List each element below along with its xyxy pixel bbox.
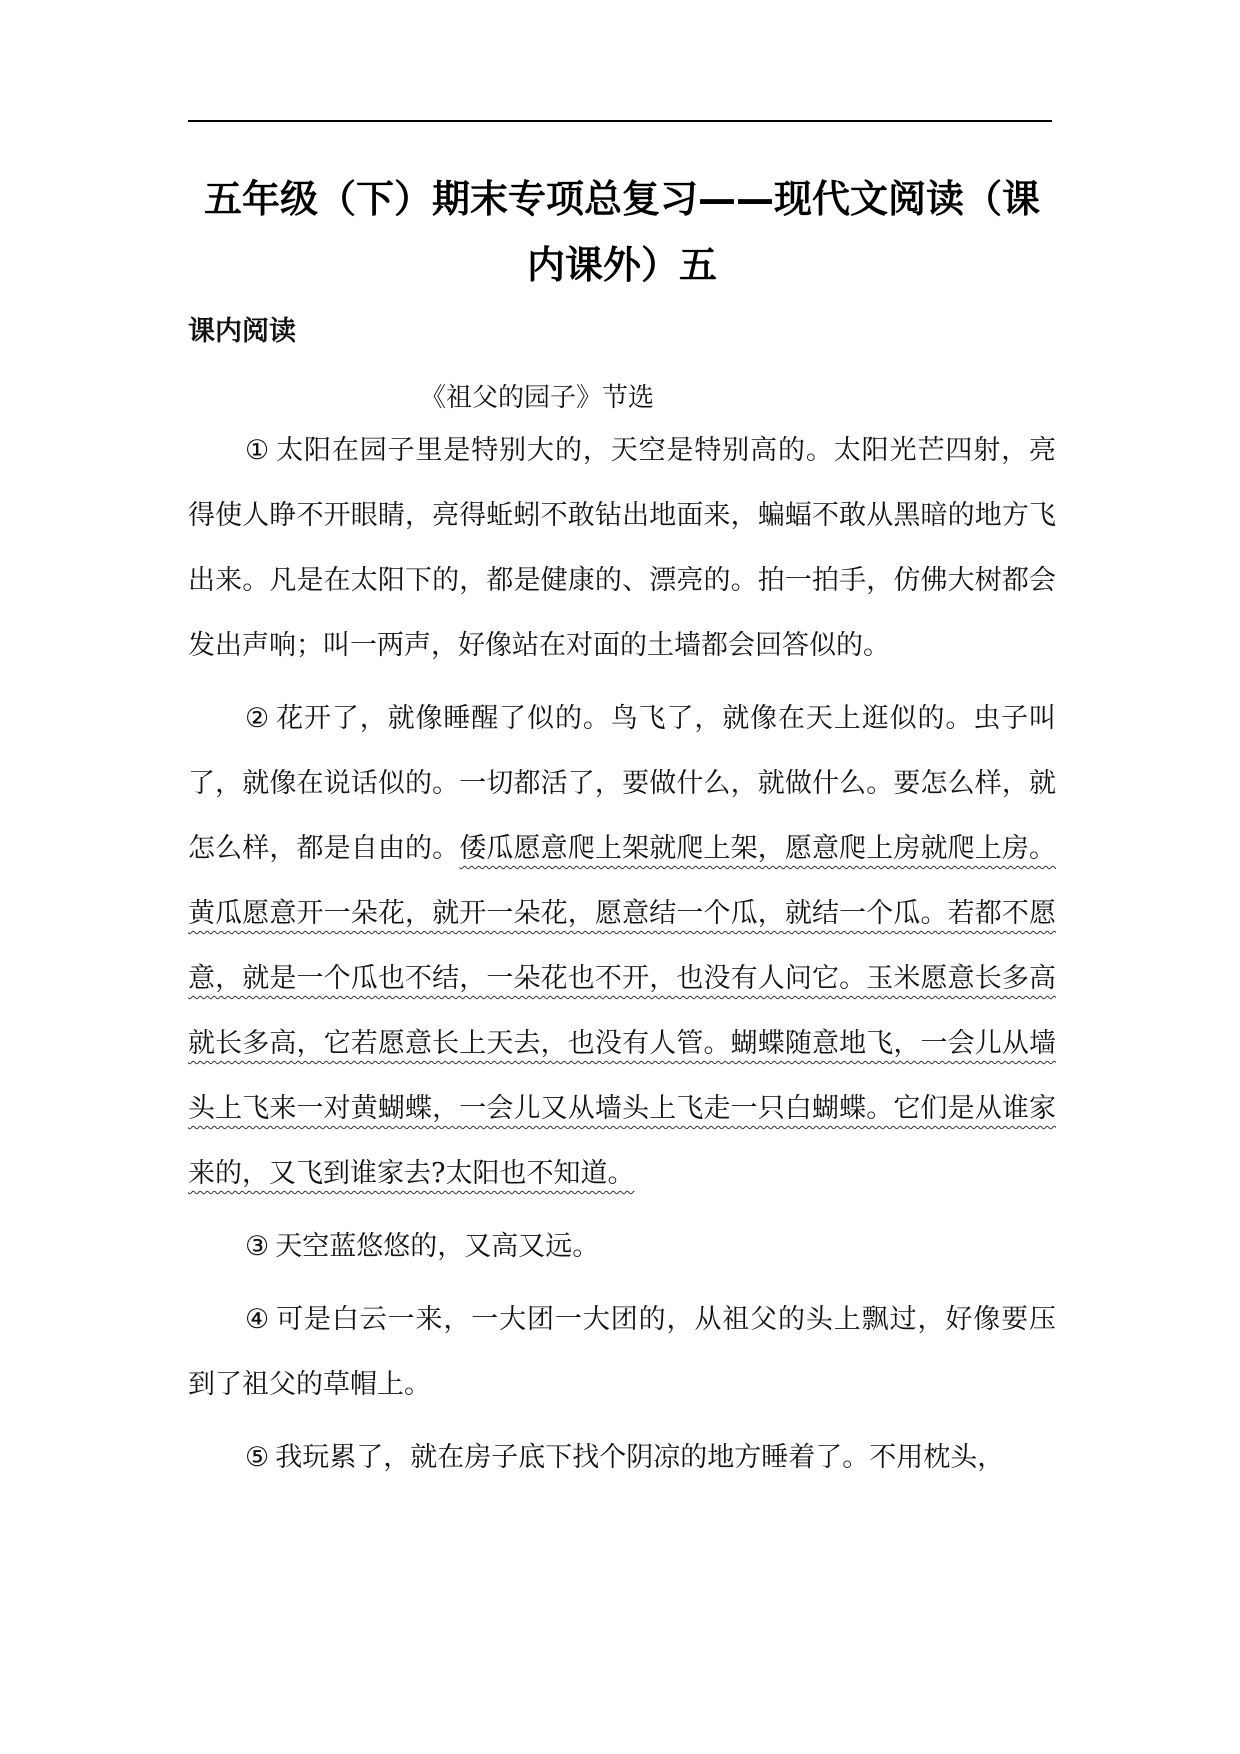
paragraph-1 [188,418,1056,678]
paragraph-marker: ① [245,435,271,466]
top-divider [188,120,1052,122]
paragraph-marker: ③ [245,1231,270,1262]
document-title: 五年级（下）期末专项总复习——现代文阅读（课内课外）五 [203,177,1040,287]
passage [188,418,1056,1490]
paragraph-3 [188,1214,1056,1279]
paragraph-text: 可是白云一来，一大团一大团的，从祖父的头上飘过，好像要压到了祖父的草帽上。 [188,1304,1056,1400]
paragraph-2 [188,686,1056,1206]
paragraph-4 [188,1287,1056,1417]
section-heading: 课内阅读 [188,316,296,347]
paragraph-text: 天空蓝悠悠的，又高又远。 [275,1231,600,1262]
paragraph-text: 花开了，就像睡醒了似的。鸟飞了，就像在天上逛似的。虫子叫了，就像在说话似的。一切都活了，要做什么，就做什么。要怎么样，就怎么样，都是自由的。 [188,703,1056,864]
document-body [188,166,1056,1498]
paragraph-marker: ④ [245,1304,271,1335]
passage-title: 《祖父的园子》节选 [420,383,655,413]
paragraph-marker: ② [245,703,271,734]
paragraph-text: 我玩累了，就在房子底下找个阴凉的地方睡着了。不用枕头， [275,1442,1005,1473]
wavy-underlined-text: 倭瓜愿意爬上架就爬上架，愿意爬上房就爬上房。黄瓜愿意开一朵花，就开一朵花，愿意结一个瓜，就结一个瓜。若都不愿意，就是一个瓜也不结，一朵花也不开，也没有人问它。玉米愿意长多高就长多高，它若愿意长上天去，也没有人管。蝴蝶随意地飞，一会儿从墙头上飞来一对黄蝴蝶，一会儿又从墙头上飞走一只白蝴蝶。它们是从谁家来的，又飞到谁家去?太阳也不知道。 [188,833,1057,1189]
paragraph-5 [188,1425,1056,1490]
paragraph-marker: ⑤ [245,1442,270,1473]
paragraph-text: 太阳在园子里是特别大的，天空是特别高的。太阳光芒四射，亮得使人睁不开眼睛，亮得蚯蚓不敢钻出地面来，蝙蝠不敢从黑暗的地方飞出来。凡是在太阳下的，都是健康的、漂亮的。拍一拍手，仿佛大树都会发出声响；叫一两声，好像站在对面的土墙都会回答似的。 [188,435,1056,661]
